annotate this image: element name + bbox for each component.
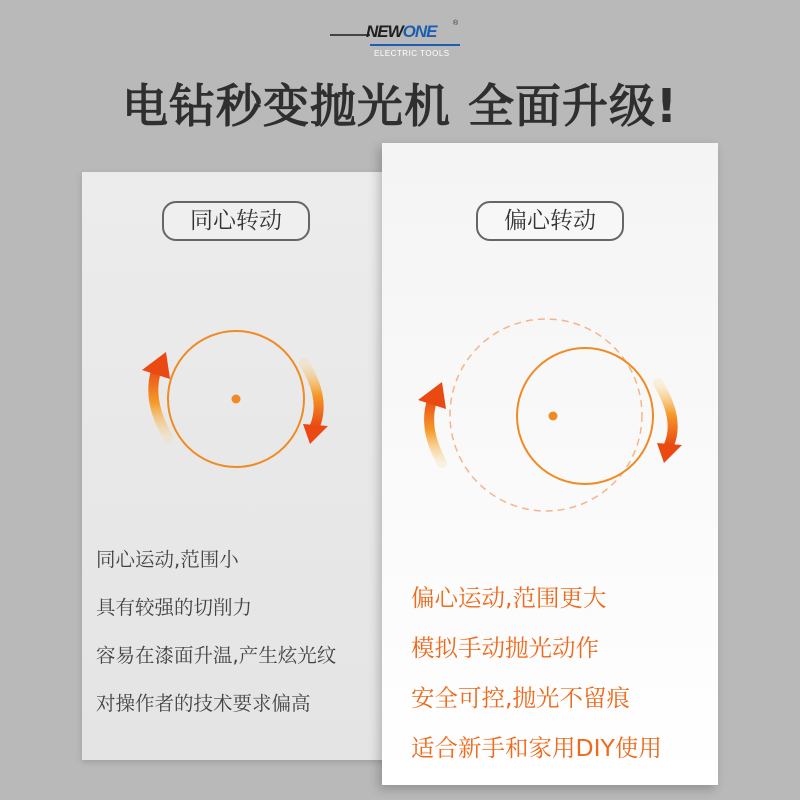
eccentric-feature-list (411, 573, 662, 773)
eccentric-path-circle (450, 319, 642, 511)
concentric-panel (82, 172, 392, 760)
logo-underline (370, 44, 460, 46)
logo-registered-mark: ® (453, 20, 459, 27)
eccentric-panel (382, 143, 718, 785)
concentric-feature: 同心运动,范围小 (96, 548, 239, 571)
eccentric-label: 偏心转动 (476, 201, 624, 241)
concentric-feature: 对操作者的技术要求偏高 (96, 692, 311, 715)
concentric-feature: 容易在漆面升温,产生炫光纹 (96, 644, 337, 667)
rotate-down-arrow-icon (303, 363, 328, 444)
concentric-feature: 具有较强的切削力 (96, 596, 253, 619)
center-dot-icon (549, 412, 558, 421)
logo-tagline: ELECTRIC TOOLS (374, 49, 450, 58)
eccentric-feature: 偏心运动,范围更大 (411, 584, 607, 612)
rotate-up-arrow-icon (418, 382, 446, 463)
logo-line (330, 34, 370, 36)
logo-brand-left: NEW (366, 22, 403, 41)
concentric-feature-list (96, 536, 336, 728)
eccentric-feature: 安全可控,抛光不留痕 (411, 684, 630, 712)
center-dot-icon (232, 395, 241, 404)
brand-logo (330, 14, 465, 62)
headline: 电钻秒变抛光机 全面升级! (122, 79, 678, 133)
rotate-down-arrow-icon (657, 383, 682, 463)
concentric-label: 同心转动 (162, 201, 310, 241)
logo-brand-right: ONE (402, 22, 437, 41)
logo-brand (366, 22, 437, 42)
eccentric-feature: 模拟手动抛光动作 (411, 634, 599, 662)
eccentric-feature: 适合新手和家用DIY使用 (411, 734, 662, 762)
rotate-up-arrow-icon (142, 352, 170, 437)
circle-orbit-icon (517, 348, 653, 484)
